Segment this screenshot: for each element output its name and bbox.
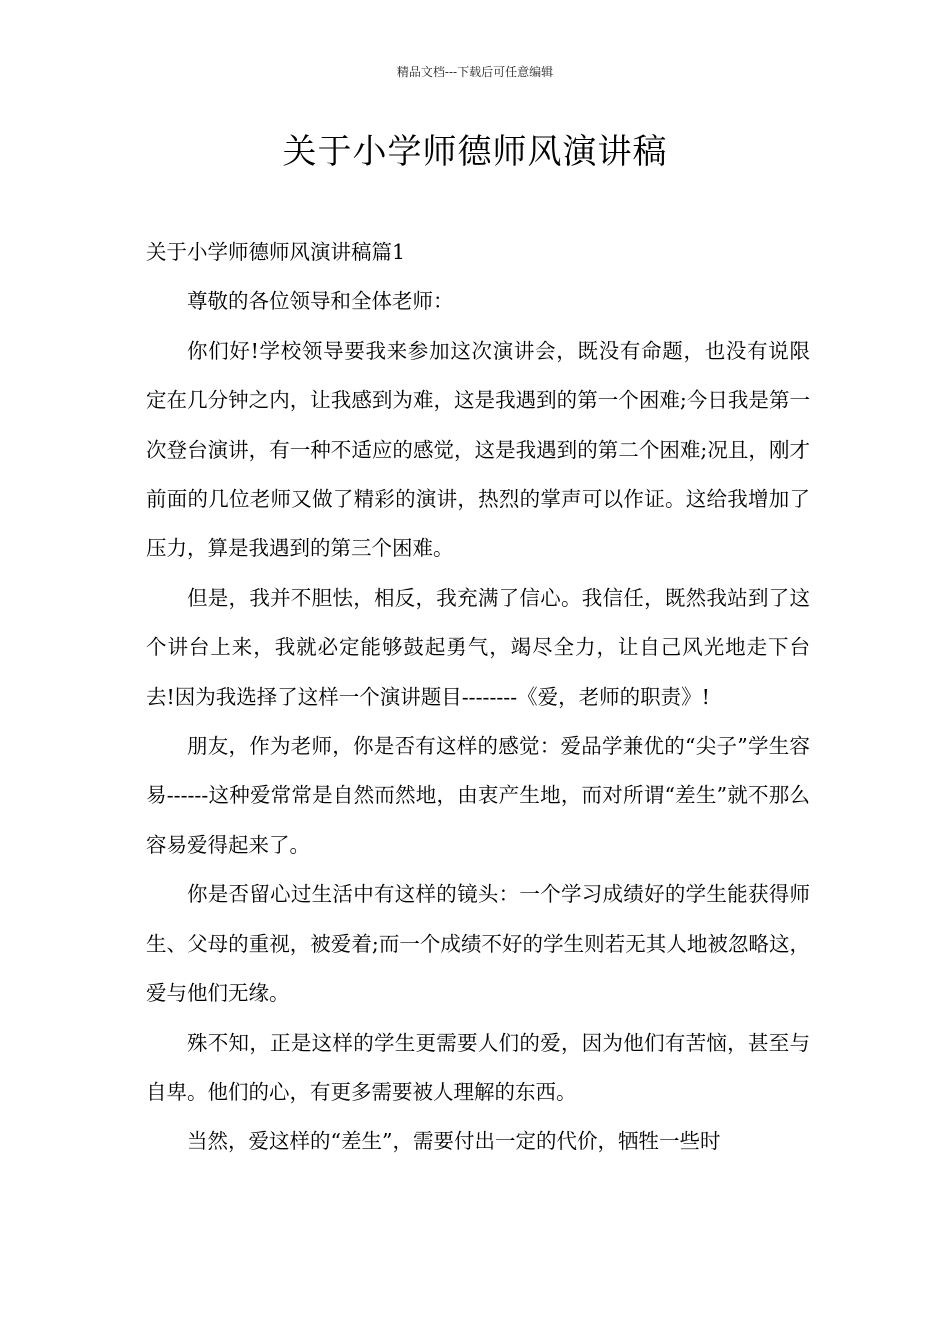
page-header: 精品文档---下载后可任意编辑 — [396, 65, 554, 79]
document-body — [146, 228, 810, 1167]
paragraph: 你们好!学校领导要我来参加这次演讲会，既没有命题，也没有说限定在几分钟之内，让我感到为难，这是我遇到的第一个困难;今日我是第一次登台演讲，有一种不适应的感觉，这是我遇到的第二个困难;况且，刚才前面的几位老师又做了精彩的演讲，热烈的掌声可以作证。这给我增加了压力，算是我遇到的第三个困难。 — [146, 338, 810, 561]
paragraph: 当然，爱这样的“差生”，需要付出一定的代价，牺牲一些时 — [187, 1129, 721, 1154]
section-heading: 关于小学师德师风演讲稿篇1 — [146, 240, 406, 264]
paragraph: 你是否留心过生活中有这样的镜头：一个学习成绩好的学生能获得师生、父母的重视，被爱着;而一个成绩不好的学生则若无其人地被忽略这，爱与他们无缘。 — [146, 882, 810, 1006]
document-title: 关于小学师德师风演讲稿 — [282, 132, 668, 172]
paragraph: 但是，我并不胆怯，相反，我充满了信心。我信任，既然我站到了这个讲台上来，我就必定能够鼓起勇气，竭尽全力，让自己风光地走下台去!因为我选择了这样一个演讲题目--------《爱，老师的职责》! — [146, 585, 810, 709]
paragraph: 殊不知，正是这样的学生更需要人们的爱，因为他们有苦恼，甚至与自卑。他们的心，有更多需要被人理解的东西。 — [146, 1030, 810, 1104]
paragraph-salutation: 尊敬的各位领导和全体老师： — [187, 289, 454, 314]
paragraph: 朋友，作为老师，你是否有这样的感觉：爱品学兼优的“尖子”学生容易------这种爱常常是自然而然地，由衷产生地，而对所谓“差生”就不那么容易爱得起来了。 — [146, 734, 810, 857]
